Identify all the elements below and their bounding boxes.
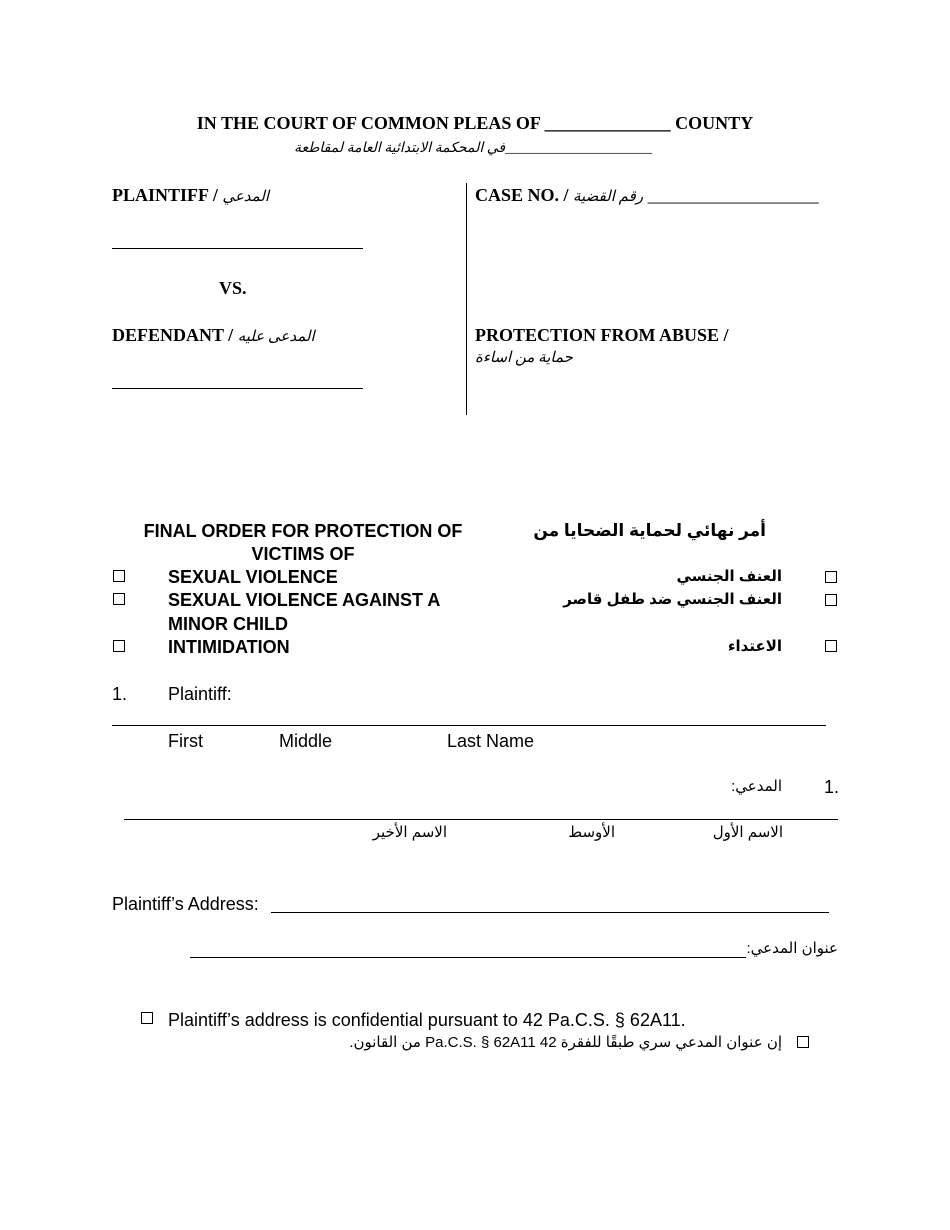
plaintiff-section-label-arabic: المدعي: xyxy=(731,778,782,795)
case-number-label-arabic: رقم القضية xyxy=(573,189,644,205)
address-line[interactable] xyxy=(271,912,829,913)
intimidation-label: INTIMIDATION xyxy=(168,637,290,657)
defendant-label: DEFENDANT / xyxy=(112,325,234,345)
plaintiff-full-name-line[interactable] xyxy=(112,725,826,726)
plaintiff-section-number-arabic: 1. xyxy=(824,777,840,797)
court-title: IN THE COURT OF COMMON PLEAS OF ______________ COUNTY xyxy=(196,113,754,133)
case-number-label: CASE NO. / xyxy=(475,185,569,205)
plaintiff-label: PLAINTIFF / xyxy=(112,185,218,205)
minor-child-arabic-checkbox[interactable] xyxy=(825,594,837,606)
address-label-arabic: عنوان المدعي: xyxy=(746,940,838,957)
case-number-blank[interactable]: ___________________ xyxy=(647,185,819,205)
confidential-address-label-arabic: إن عنوان المدعي سري طبقًا للفقرة 42 Pa.C.S. § 62A11 من القانون. xyxy=(349,1034,782,1051)
confidential-address-label: Plaintiff’s address is confidential pursuant to 42 Pa.C.S. § 62A11. xyxy=(168,1010,686,1030)
sexual-violence-checkbox[interactable] xyxy=(113,570,125,582)
plaintiff-label-arabic: المدعي xyxy=(222,189,270,205)
address-line-arabic[interactable] xyxy=(190,957,746,958)
intimidation-arabic-checkbox[interactable] xyxy=(825,640,837,652)
plaintiff-full-name-line-arabic[interactable] xyxy=(124,819,838,820)
defendant-name-line[interactable] xyxy=(112,388,363,389)
pfa-label-arabic: حماية من اساءة xyxy=(475,350,573,366)
address-label: Plaintiff’s Address: xyxy=(112,894,259,914)
pfa-label: PROTECTION FROM ABUSE / xyxy=(475,325,729,345)
intimidation-label-arabic: الاعتداء xyxy=(727,638,782,655)
court-title-arabic-text: في المحكمة الابتدائية العامة لمقاطعة xyxy=(294,141,506,156)
confidential-address-arabic-checkbox[interactable] xyxy=(797,1036,809,1048)
sexual-violence-label: SEXUAL VIOLENCE xyxy=(168,567,338,587)
last-name-caption-arabic: الاسم الأخير xyxy=(372,824,447,841)
plaintiff-name-line[interactable] xyxy=(112,248,363,249)
plaintiff-caption xyxy=(112,185,269,206)
defendant-label-arabic: المدعى عليه xyxy=(237,329,315,345)
sexual-violence-arabic-checkbox[interactable] xyxy=(825,571,837,583)
case-number-caption xyxy=(475,185,819,206)
minor-child-label-line1: SEXUAL VIOLENCE AGAINST A xyxy=(168,590,441,610)
plaintiff-section-label: Plaintiff: xyxy=(168,684,232,704)
confidential-address-checkbox[interactable] xyxy=(141,1012,153,1024)
middle-name-caption: Middle xyxy=(279,731,333,751)
order-title-arabic: أمر نهائي لحماية الضحايا من xyxy=(533,521,766,540)
caption-divider xyxy=(466,183,467,415)
order-title-line1: FINAL ORDER FOR PROTECTION OF xyxy=(143,521,463,541)
minor-child-label-line2: MINOR CHILD xyxy=(168,614,288,634)
defendant-caption xyxy=(112,325,315,346)
sexual-violence-label-arabic: العنف الجنسي xyxy=(676,568,782,585)
versus-label: VS. xyxy=(219,278,247,298)
first-name-caption: First xyxy=(168,731,203,751)
minor-child-label-arabic: العنف الجنسي ضد طفل قاصر xyxy=(563,591,782,608)
middle-name-caption-arabic: الأوسط xyxy=(568,824,615,841)
court-title-arabic xyxy=(294,140,652,157)
plaintiff-section-number: 1. xyxy=(112,684,128,704)
court-title-arabic-blank: _____________________ xyxy=(505,141,653,156)
order-title-line2: VICTIMS OF xyxy=(251,544,355,564)
minor-child-checkbox[interactable] xyxy=(113,593,125,605)
intimidation-checkbox[interactable] xyxy=(113,640,125,652)
first-name-caption-arabic: الاسم الأول xyxy=(712,824,783,841)
last-name-caption: Last Name xyxy=(447,731,535,751)
